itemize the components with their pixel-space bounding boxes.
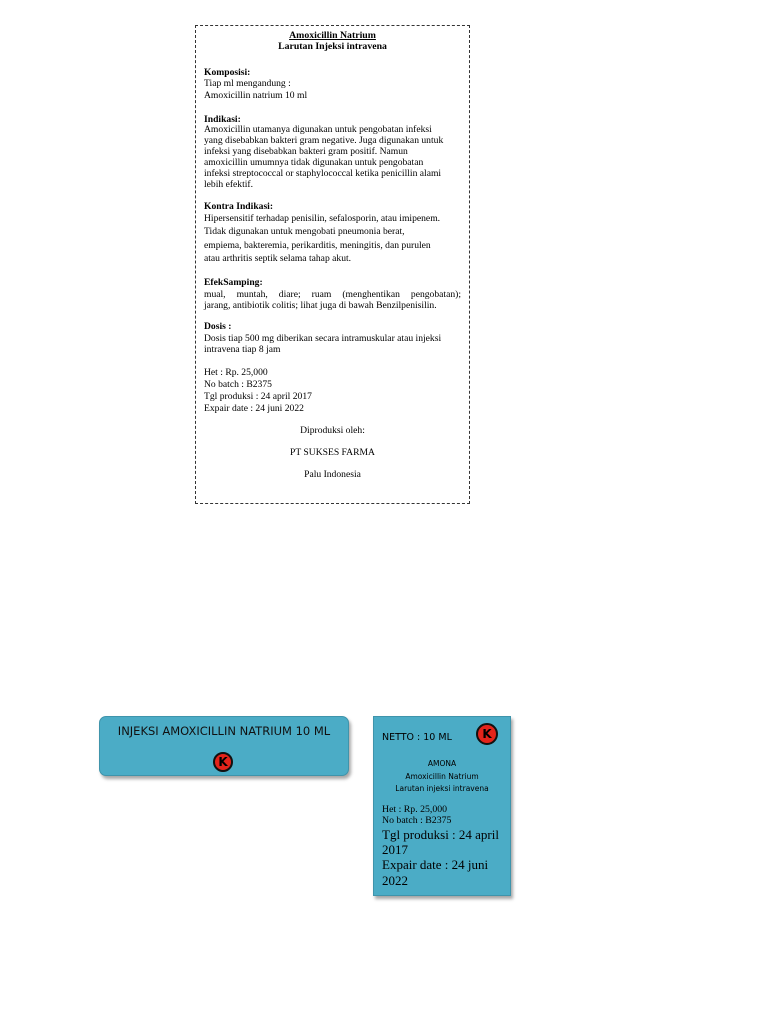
indikasi-line: infeksi yang disebabkan bakteri gram positif. Namun: [204, 146, 408, 158]
batch-text: No batch : B2375: [382, 815, 452, 826]
komposisi-section: [204, 78, 461, 101]
indikasi-line: lebih efektif.: [204, 178, 254, 190]
front-label-title: INJEKSI AMOXICILLIN NATRIUM 10 ML: [117, 724, 331, 738]
product-form: Larutan injeksi intravena: [395, 784, 489, 793]
insert-subtitle: Larutan Injeksi intravena: [278, 41, 387, 53]
kontra-heading: Kontra Indikasi:: [204, 200, 274, 212]
company-location: Palu Indonesia: [304, 469, 361, 481]
production-date-text: Tgl produksi : 24 april 2017: [204, 390, 312, 402]
k-logo-letter: K: [482, 727, 492, 741]
efek-line: jarang, antibiotik colitis; lihat juga di bawah Benzilpenisilin.: [204, 299, 437, 311]
indikasi-section: [204, 125, 461, 190]
efek-heading: EfekSamping:: [204, 277, 263, 289]
dosis-heading: Dosis :: [204, 321, 232, 333]
indikasi-line: yang disebabkan bakteri gram negative. Juga digunakan untuk: [204, 135, 444, 147]
indikasi-line: Amoxicillin utamanya digunakan untuk pengobatan infeksi: [204, 124, 432, 136]
efek-line: mual, muntah, diare; ruam (menghentikan pengobatan);: [204, 288, 461, 300]
kontra-line: Hipersensitif terhadap penisilin, sefalosporin, atau imipenem.: [204, 213, 441, 225]
expiry-date-text: Expair date : 24 juni 2022: [204, 402, 304, 414]
produced-by: Diproduksi oleh:: [300, 424, 365, 436]
side-label: [373, 716, 511, 896]
komposisi-line: Amoxicillin natrium 10 ml: [204, 89, 308, 101]
production-date-text: Tgl produksi : 24 april 2017: [382, 827, 499, 858]
product-info: [204, 367, 461, 415]
insert-title: Amoxicillin Natrium: [289, 30, 376, 41]
front-label: [99, 716, 349, 776]
kontra-line: empiema, bakteremia, perikarditis, meningitis, dan purulen: [204, 239, 431, 251]
indikasi-heading: Indikasi:: [204, 114, 241, 126]
k-logo-icon: [213, 752, 233, 772]
efek-section: [204, 289, 461, 312]
komposisi-line: Tiap ml mengandung :: [204, 78, 291, 90]
kontra-section: [204, 212, 461, 265]
kontra-line: atau arthritis septik selama tahap akut.: [204, 252, 352, 264]
het-text: Het : Rp. 25,000: [204, 366, 268, 378]
indikasi-line: amoxicillin umumnya tidak digunakan untuk pengobatan: [204, 157, 424, 169]
package-insert: [195, 25, 470, 504]
batch-text: No batch : B2375: [204, 378, 272, 390]
dosis-section: [204, 333, 461, 356]
expiry-date-text: Expair date : 24 juni 2022: [382, 857, 489, 888]
k-logo-letter: K: [218, 755, 228, 769]
het-text: Het : Rp. 25,000: [382, 804, 448, 815]
komposisi-heading: Komposisi:: [204, 66, 251, 78]
dosis-line: Dosis tiap 500 mg diberikan secara intramuskular atau injeksi: [204, 332, 442, 344]
dosis-line: intravena tiap 8 jam: [204, 344, 281, 356]
brand-block: [374, 758, 510, 796]
company-name: PT SUKSES FARMA: [290, 446, 375, 458]
side-info-dates: [382, 827, 507, 888]
product-name: Amoxicillin Natrium: [405, 771, 479, 781]
indikasi-line: infeksi streptococcal or staphylococcal ketika penicillin alami: [204, 168, 442, 180]
kontra-line: Tidak digunakan untuk mengobati pneumonia berat,: [204, 226, 405, 238]
brand-name: AMONA: [427, 759, 457, 768]
side-info-small: [382, 804, 451, 826]
k-logo-icon: [476, 723, 498, 745]
netto-text: NETTO : 10 ML: [382, 732, 452, 743]
